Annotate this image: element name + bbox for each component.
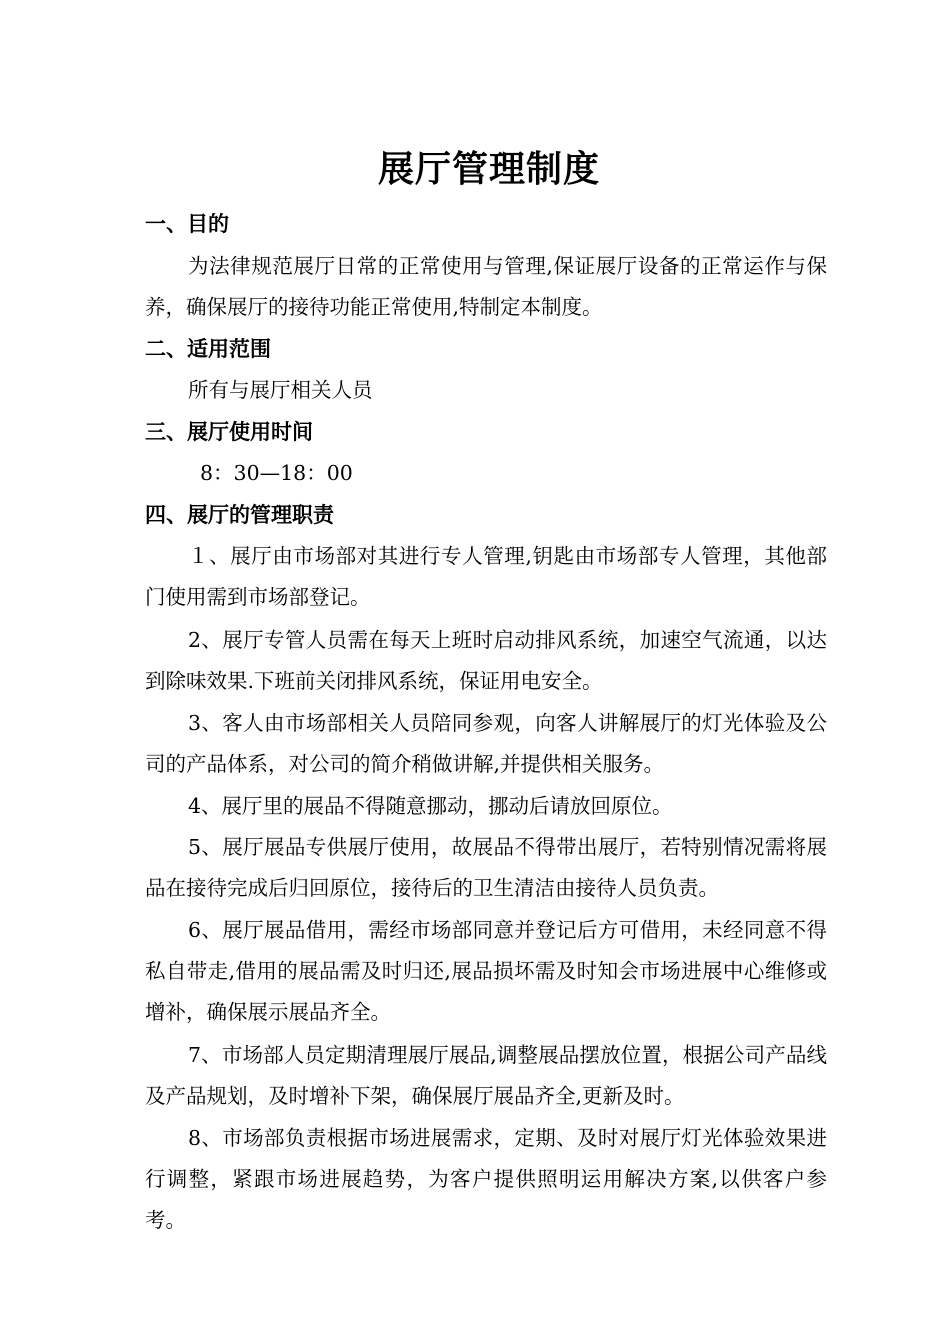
duty-paragraph-3: 3、客人由市场部相关人员陪同参观，向客人讲解展厅的灯光体验及公司的产品体系，对公司的简介稍做讲解,并提供相关服务。 [145, 711, 827, 776]
duty-paragraph-6: 6、展厅展品借用，需经市场部同意并登记后方可借用，未经同意不得私自带走,借用的展品需及时归还,展品损坏需及时知会市场进展中心维修或增补，确保展示展品齐全。 [145, 918, 827, 1024]
duty-paragraph-1: １、展厅由市场部对其进行专人管理,钥匙由市场部专人管理，其他部门使用需到市场部登记。 [145, 544, 827, 609]
section-heading-hours: 三、展厅使用时间 [145, 420, 313, 444]
purpose-paragraph: 为法律规范展厅日常的正常使用与管理,保证展厅设备的正常运作与保养，确保展厅的接待功能正常使用,特制定本制度。 [145, 254, 827, 319]
duty-paragraph-5: 5、展厅展品专供展厅使用，故展品不得带出展厅，若特别情况需将展品在接待完成后归回原位，接待后的卫生清洁由接待人员负责。 [145, 835, 827, 900]
hours-text: 8：30—18：00 [200, 461, 353, 485]
section-heading-scope: 二、适用范围 [145, 337, 271, 361]
duty-paragraph-8: 8、市场部负责根据市场进展需求，定期、及时对展厅灯光体验效果进行调整，紧跟市场进展趋势，为客户提供照明运用解决方案,以供客户参考。 [145, 1126, 827, 1232]
duty-paragraph-7: 7、市场部人员定期清理展厅展品,调整展品摆放位置，根据公司产品线及产品规划，及时增补下架，确保展厅展品齐全,更新及时。 [145, 1043, 827, 1108]
duty-paragraph-4: 4、展厅里的展品不得随意挪动，挪动后请放回原位。 [188, 794, 673, 818]
section-heading-purpose: 一、目的 [145, 212, 229, 236]
document-title: 展厅管理制度 [377, 149, 600, 190]
scope-text: 所有与展厅相关人员 [188, 378, 373, 402]
section-heading-duties: 四、展厅的管理职责 [145, 503, 334, 527]
duty-paragraph-2: 2、展厅专管人员需在每天上班时启动排风系统，加速空气流通，以达到除味效果.下班前关闭排风系统，保证用电安全。 [145, 628, 827, 693]
